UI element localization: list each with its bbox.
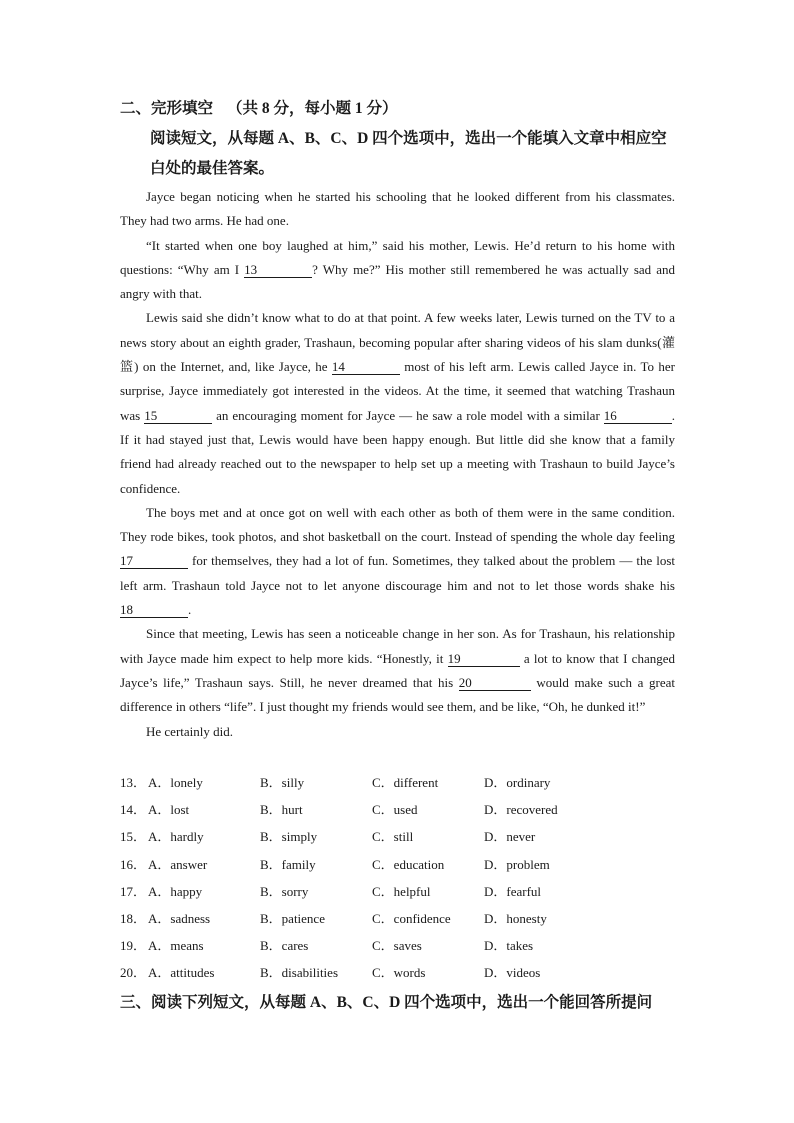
section-2-title: 二、完形填空 xyxy=(120,100,214,117)
section-2-heading xyxy=(120,96,398,118)
blank-18: 18 xyxy=(120,602,188,618)
option-a: A．happy xyxy=(148,883,203,899)
question-16-options xyxy=(120,851,680,878)
option-c: C．confidence xyxy=(372,910,451,926)
question-13-options xyxy=(120,769,680,796)
paragraph-1: Jayce began noticing when he started his schooling that he looked different from his classmates. They had two arms. He had one. xyxy=(120,189,675,229)
option-a: A．lonely xyxy=(148,775,203,790)
option-d: D．ordinary xyxy=(484,775,551,790)
option-c: C．used xyxy=(372,802,418,818)
question-17-options xyxy=(120,878,680,905)
option-c: C．saves xyxy=(372,938,422,954)
question-number: 16． xyxy=(120,856,147,872)
blank-19: 19 xyxy=(448,651,520,667)
paragraph-3: Lewis said she didn’t know what to do at that point. A few weeks later, Lewis turned on the TV to a news story about an eighth grader, Trashaun, becoming popular after sharing videos of his slam dunks(灌篮) on the Internet, and, like Jayce, he 14 most of his left arm. Lewis called Jayce in. To her surprise, Jayce immediately got interested in the videos. At the time, it seemed that watching Trashaun was 15 an encouraging moment for Jayce — he saw a role model with a similar 16 . If it had stayed just that, Lewis would have been happy enough. But little did she know that a family friend had already reached out to the newspaper to help set up a meeting with Trashaun to build Jayce’s confidence. xyxy=(120,310,675,496)
question-18-options xyxy=(120,905,680,932)
option-c: C．education xyxy=(372,856,445,872)
blank-16: 16 xyxy=(604,408,672,424)
option-b: B．disabilities xyxy=(260,965,339,981)
option-a: A．lost xyxy=(148,802,190,818)
question-15-options xyxy=(120,823,680,850)
option-c: C．still xyxy=(372,829,414,845)
question-number: 18． xyxy=(120,910,147,926)
question-number: 15． xyxy=(120,829,147,845)
option-d: D．fearful xyxy=(484,883,542,899)
option-d: D．never xyxy=(484,829,536,845)
question-14-options xyxy=(120,796,680,823)
paragraph-4: The boys met and at once got on well with each other as both of them were in the same condition. They rode bikes, took photos, and shot basketball on the court. Instead of spending the whole day feeling 17 for themselves, they had a lot of fun. Sometimes, they talked about the problem — the lost left arm. Trashaun told Jayce not to let anyone discourage him and not to let those words shake his 18 . xyxy=(120,504,675,618)
option-a: A．answer xyxy=(148,856,208,872)
option-d: D．videos xyxy=(484,965,541,981)
blank-13: 13 xyxy=(244,262,312,278)
option-a: A．hardly xyxy=(148,829,204,845)
option-d: D．problem xyxy=(484,856,550,872)
section-3-heading: 三、阅读下列短文，从每题 A、B、C、D 四个选项中，选出一个能回答所提问 xyxy=(120,994,653,1011)
question-20-options xyxy=(120,959,680,986)
question-19-options xyxy=(120,932,680,959)
option-b: B．sorry xyxy=(260,883,309,899)
options-list xyxy=(120,769,680,987)
option-a: A．attitudes xyxy=(148,965,215,981)
option-c: C．helpful xyxy=(372,883,431,899)
option-d: D．honesty xyxy=(484,910,547,926)
question-number: 14． xyxy=(120,802,147,818)
blank-17: 17 xyxy=(120,553,188,569)
paragraph-2: “It started when one boy laughed at him,” said his mother, Lewis. He’d return to his home with questions: “Why am I 13 ? Why me?” His mother still remembered he was actually sad and angry with that. xyxy=(120,237,675,302)
option-c: C．different xyxy=(372,775,439,790)
option-b: B．patience xyxy=(260,910,325,926)
question-number: 19． xyxy=(120,938,147,954)
cloze-passage xyxy=(120,185,675,744)
blank-15: 15 xyxy=(144,408,212,424)
section-2-score: （共 8 分，每小题 1 分） xyxy=(227,100,398,117)
option-b: B．silly xyxy=(260,775,305,790)
option-b: B．simply xyxy=(260,829,318,845)
option-d: D．takes xyxy=(484,938,534,954)
option-b: B．family xyxy=(260,856,316,872)
option-b: B．hurt xyxy=(260,802,303,818)
option-b: B．cares xyxy=(260,938,309,954)
paragraph-6: He certainly did. xyxy=(146,723,233,739)
section-2-instruction: 阅读短文，从每题 A、B、C、D 四个选项中，选出一个能填入文章中相应空白处的最佳答案。 xyxy=(150,130,667,177)
question-number: 13． xyxy=(120,775,147,790)
option-c: C．words xyxy=(372,965,426,981)
option-a: A．means xyxy=(148,938,204,954)
option-d: D．recovered xyxy=(484,802,558,818)
question-number: 20． xyxy=(120,965,147,981)
blank-14: 14 xyxy=(332,359,400,375)
option-a: A．sadness xyxy=(148,910,211,926)
paragraph-5: Since that meeting, Lewis has seen a noticeable change in her son. As for Trashaun, his relationship with Jayce made him expect to help more kids. “Honestly, it 19 a lot to know that I changed Jayce’s life,” Trashaun says. Still, he never dreamed that his 20 would make such a great difference in others “life”. I just thought my friends would see them, and be like, “Oh, he dunked it!” xyxy=(120,626,675,715)
question-number: 17． xyxy=(120,883,147,899)
blank-20: 20 xyxy=(459,675,531,691)
